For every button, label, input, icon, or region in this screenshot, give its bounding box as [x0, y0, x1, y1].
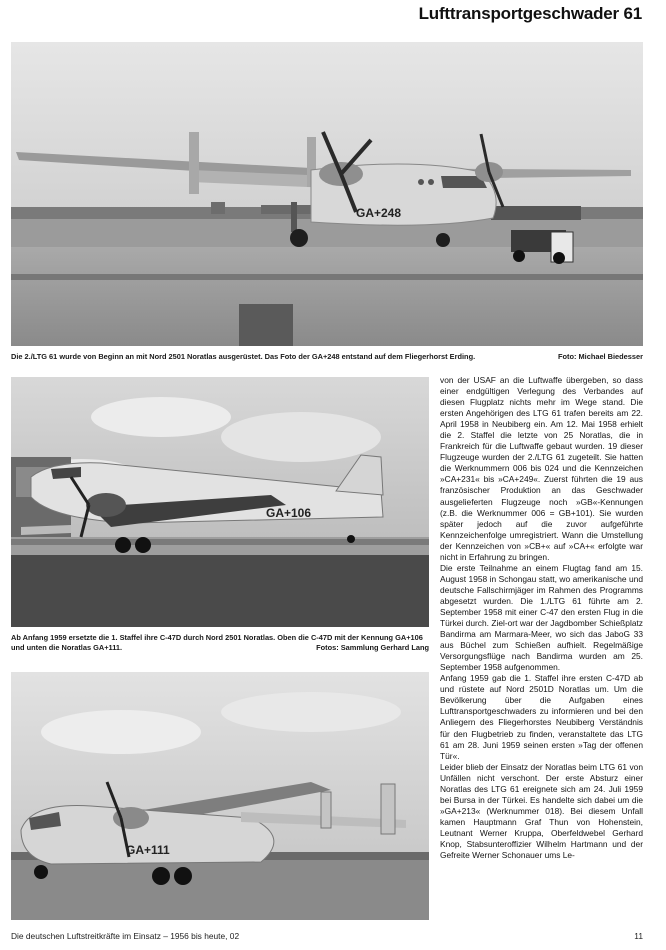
article-paragraph: von der USAF an die Luftwaffe übergeben, so dass einer endgültigen Verlegung des Verbandes auf diesen Flugplatz nichts mehr im Wege stand. Die ersten Angehörigen des LTG 61 trafen bereits am 22. April 1958 in Neubiberg ein. Am 12. Mai 1958 erhielt die 2. Staffel die letzte von 25 Noratlas, die in Frankreich für die Luftwaffe gebaut wurden. 19 dieser Flugzeuge wurden der 2./LTG 61 zugeteilt. Sie hatten die Werknummern 006 bis 024 und die Kennzeichen »CA+231« bis »CA+249«. Zuerst führten die 19 aus französischer Produktion an das Geschwader ausgelieferten Flugzeuge noch »GB«-Kennungen (z.B. die Werknummer 006 = GB+101). Sie wurden später jedoch auf die zuvor aufgeführte Kennzeichenfolge umregistriert. Wann die Umstellung der Kennzeichen von »CB+« auf »CA+« erfolgte war nicht in Erfahrung zu bringen.	[440, 375, 643, 562]
photo-caption-2	[11, 633, 429, 653]
caption-2-text: Ab Anfang 1959 ersetzte die 1. Staffel ihre C-47D durch Nord 2501 Noratlas. Oben die C-47D mit der Kennung GA+106 und unten die Noratlas GA+111.	[11, 633, 423, 652]
photo-noratlas-ga248	[11, 42, 643, 346]
article-paragraph: Anfang 1959 gab die 1. Staffel ihre ersten C-47D ab und rüstete auf Nord 2501D Noratlas um. Um die Bevölkerung über die Aufgaben eines Lufttransportgeschwaders zu informieren und bei den Anliegern des Fliegerhorstes Neubiberg Verständnis für den Flugbetrieb zu finden, veranstaltete das LTG 61 am 28. Juni 1959 seinen ersten »Tag der offenen Tür«.	[440, 673, 643, 761]
photo-noratlas-ga111	[11, 672, 429, 920]
article-text-column	[440, 375, 643, 861]
aircraft-registration-ga106: GA+106	[266, 506, 312, 520]
aircraft-registration-ga111: GA+111	[126, 843, 170, 857]
footer-publication-title: Die deutschen Luftstreitkräfte im Einsatz – 1956 bis heute, 02	[11, 931, 240, 941]
page-number: 11	[634, 931, 643, 941]
caption-1-credit: Foto: Michael Biedesser	[557, 352, 643, 361]
photo-caption-1	[11, 352, 643, 362]
caption-1-text: Die 2./LTG 61 wurde von Beginn an mit Nord 2501 Noratlas ausgerüstet. Das Foto der GA+248 entstand auf dem Fliegerhorst Erding.	[11, 352, 476, 361]
page-header-title: Lufttransportgeschwader 61	[418, 4, 642, 23]
photo-c47-ga106	[11, 377, 429, 627]
article-paragraph: Die erste Teilnahme an einem Flugtag fand am 15. August 1958 in Schongau statt, wo amerikanische und deutsche Fallschirmjäger im Rahmen des Programms abgesetzt wurden. Die 1./LTG 61 führte am 2. September 1958 mit einer C-47 den ersten Flug in die Türkei durch. Ziel-ort war der Jagdbomber Schießplatz Bandirma am Marmara-Meer, wo sich das JaboG 33 aus Büchel zum Schießen aufhielt. Regelmäßige Versorgungsflüge nach Bandirma wurden am 25. September 1958 aufgenommen.	[440, 562, 643, 673]
article-paragraph: Leider blieb der Einsatz der Noratlas beim LTG 61 von Unfällen nicht verschont. Der erste Absturz einer Noratlas des LTG 61 ereignete sich am 24. Juli 1959 bei Bursa in der Türkei. Es handelte sich dabei um die »GA+213« (Werknummer 018). Bei diesem Unfall kamen Hauptmann Graf Thun von Hohenstein, Leutnant Werner Kruppa, Oberfeldwebel Gerhard Knop, Stabsunteroffizier Wilhelm Hartmann und der Gefreite Werner Schonauer ums Le-	[440, 761, 643, 861]
caption-2-credit: Fotos: Sammlung Gerhard Lang	[316, 643, 429, 652]
aircraft-registration-ga248: GA+248	[356, 206, 402, 220]
